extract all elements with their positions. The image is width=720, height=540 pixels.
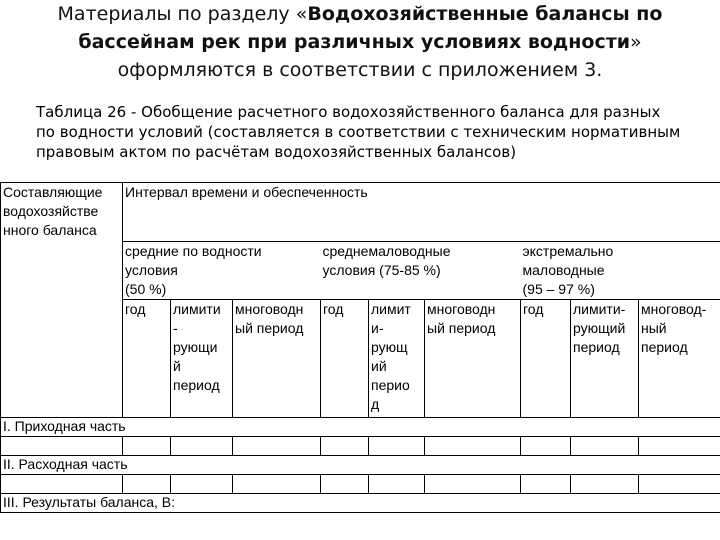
low-water-limiting-period-header: лимит и- рующ ий перио д: [369, 300, 425, 418]
heading-line-2: бассейнам рек при различных условиях водности»: [78, 31, 642, 53]
section-label: I. Приходная часть: [1, 418, 720, 437]
section-row-expense: [1, 456, 720, 475]
extreme-limiting-period-header: лимити- рующий период: [571, 300, 639, 418]
slide-heading: [0, 0, 720, 84]
section-label: II. Расходная часть: [1, 456, 720, 475]
section-row-results: [1, 494, 720, 513]
caption-line-3: правовым актом по расчётам водохозяйственных балансов): [36, 143, 517, 161]
section-row-income: [1, 418, 720, 437]
caption-line-2: по водности условий (составляется в соответствии с техническим нормативным: [36, 123, 681, 141]
average-year-header: год: [123, 300, 171, 418]
sub-header-row: [1, 300, 720, 418]
table-caption: [36, 102, 716, 162]
extreme-year-header: год: [521, 300, 571, 418]
interval-header-cell: Интервал времени и обеспеченность: [123, 183, 720, 242]
heading-line-3: оформляются в соответствии с приложением 3.: [117, 59, 603, 81]
condition-extreme-low-water: экстремально маловодные (95 – 97 %): [521, 242, 720, 300]
conditions-row: [1, 242, 720, 300]
section-label: III. Результаты баланса, В:: [1, 494, 720, 513]
condition-low-water: среднемаловодные условия (75-85 %): [321, 242, 521, 300]
heading-line-1: Материалы по разделу «Водохозяйственные балансы по: [57, 3, 663, 25]
table-header-row: [1, 183, 720, 242]
table-row: [1, 437, 720, 456]
average-limiting-period-header: лимити - рующи й период: [171, 300, 233, 418]
components-spacer-cell: [1, 242, 123, 300]
average-high-water-period-header: многоводн ый период: [233, 300, 321, 418]
low-water-high-water-period-header: многоводн ый период: [425, 300, 521, 418]
components-header-cell: Составляющие водохозяйстве нного баланса: [1, 183, 123, 242]
low-water-year-header: год: [321, 300, 369, 418]
water-balance-table: [0, 182, 720, 513]
table-row: [1, 475, 720, 494]
components-spacer-cell: [1, 300, 123, 418]
caption-line-1: Таблица 26 - Обобщение расчетного водохозяйственного баланса для разных: [36, 103, 661, 121]
extreme-high-water-period-header: многовод- ный период: [639, 300, 720, 418]
condition-average: средние по водности условия (50 %): [123, 242, 321, 300]
